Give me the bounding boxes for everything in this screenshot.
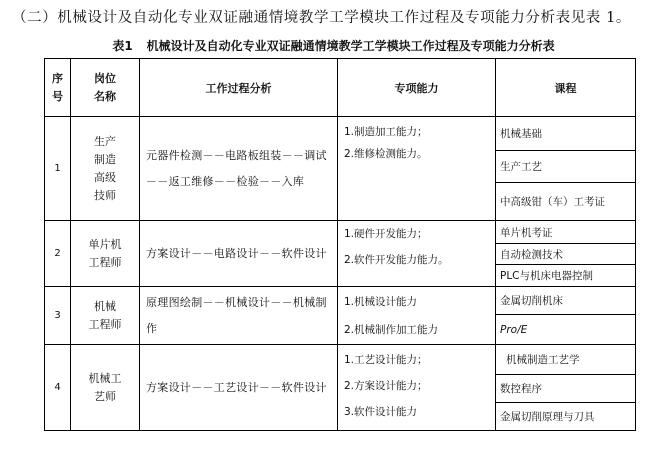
process-analysis: 元器件检测－－电路板组装－－调试－－返工维修－－检验－－入库 xyxy=(140,117,338,221)
job-title: 生产 制造 高级 技师 xyxy=(71,117,140,221)
job-title: 单片机 工程师 xyxy=(71,221,140,287)
row-number: 2 xyxy=(45,221,71,287)
course-item: 金属切削原理与刀具 xyxy=(496,403,636,431)
process-analysis: 方案设计－－工艺设计－－软件设计 xyxy=(140,345,338,431)
header-course: 课程 xyxy=(496,59,636,117)
row-number: 1 xyxy=(45,117,71,221)
course-item: 数控程序 xyxy=(496,375,636,403)
analysis-table xyxy=(44,58,636,431)
table-row xyxy=(45,221,636,244)
course-item: Pro/E xyxy=(496,315,636,345)
course-item: 自动检测技术 xyxy=(496,244,636,265)
table-row xyxy=(45,117,636,151)
header-no: 序 号 xyxy=(45,59,71,117)
header-process: 工作过程分析 xyxy=(140,59,338,117)
job-title: 机械工 艺师 xyxy=(71,345,140,431)
table-header-row xyxy=(45,59,636,117)
course-item: 中高级钳（车）工考证 xyxy=(496,183,636,221)
process-analysis: 方案设计－－电路设计－－软件设计 xyxy=(140,221,338,287)
job-title: 机械 工程师 xyxy=(71,287,140,345)
ability-list: 1.硬件开发能力； 2.软件开发能力能力。 xyxy=(338,221,496,287)
process-analysis: 原理图绘制－－机械设计－－机械制作 xyxy=(140,287,338,345)
table-caption-title: 机械设计及自动化专业双证融通情境教学工学模块工作过程及专项能力分析表 xyxy=(146,39,555,53)
course-item: 机械基础 xyxy=(496,117,636,151)
course-item: 金属切削机床 xyxy=(496,287,636,315)
table-caption-label: 表1 xyxy=(112,39,133,53)
ability-list: 1.制造加工能力； 2.维修检测能力。 xyxy=(338,117,496,221)
course-item: 单片机考证 xyxy=(496,221,636,244)
row-number: 3 xyxy=(45,287,71,345)
course-item: PLC与机床电器控制 xyxy=(496,265,636,287)
header-ability: 专项能力 xyxy=(338,59,496,117)
course-item: 生产工艺 xyxy=(496,151,636,183)
header-job: 岗位 名称 xyxy=(71,59,140,117)
table-caption xyxy=(0,37,667,54)
table-row xyxy=(45,345,636,375)
table-row xyxy=(45,287,636,315)
ability-list: 1.工艺设计能力； 2.方案设计能力； 3.软件设计能力 xyxy=(338,345,496,431)
course-item: 机械制造工艺学 xyxy=(496,345,636,375)
ability-list: 1.机械设计能力 2.机械制作加工能力 xyxy=(338,287,496,345)
intro-paragraph: （二）机械设计及自动化专业双证融通情境教学工学模块工作过程及专项能力分析表见表 1。 xyxy=(12,10,632,26)
row-number: 4 xyxy=(45,345,71,431)
